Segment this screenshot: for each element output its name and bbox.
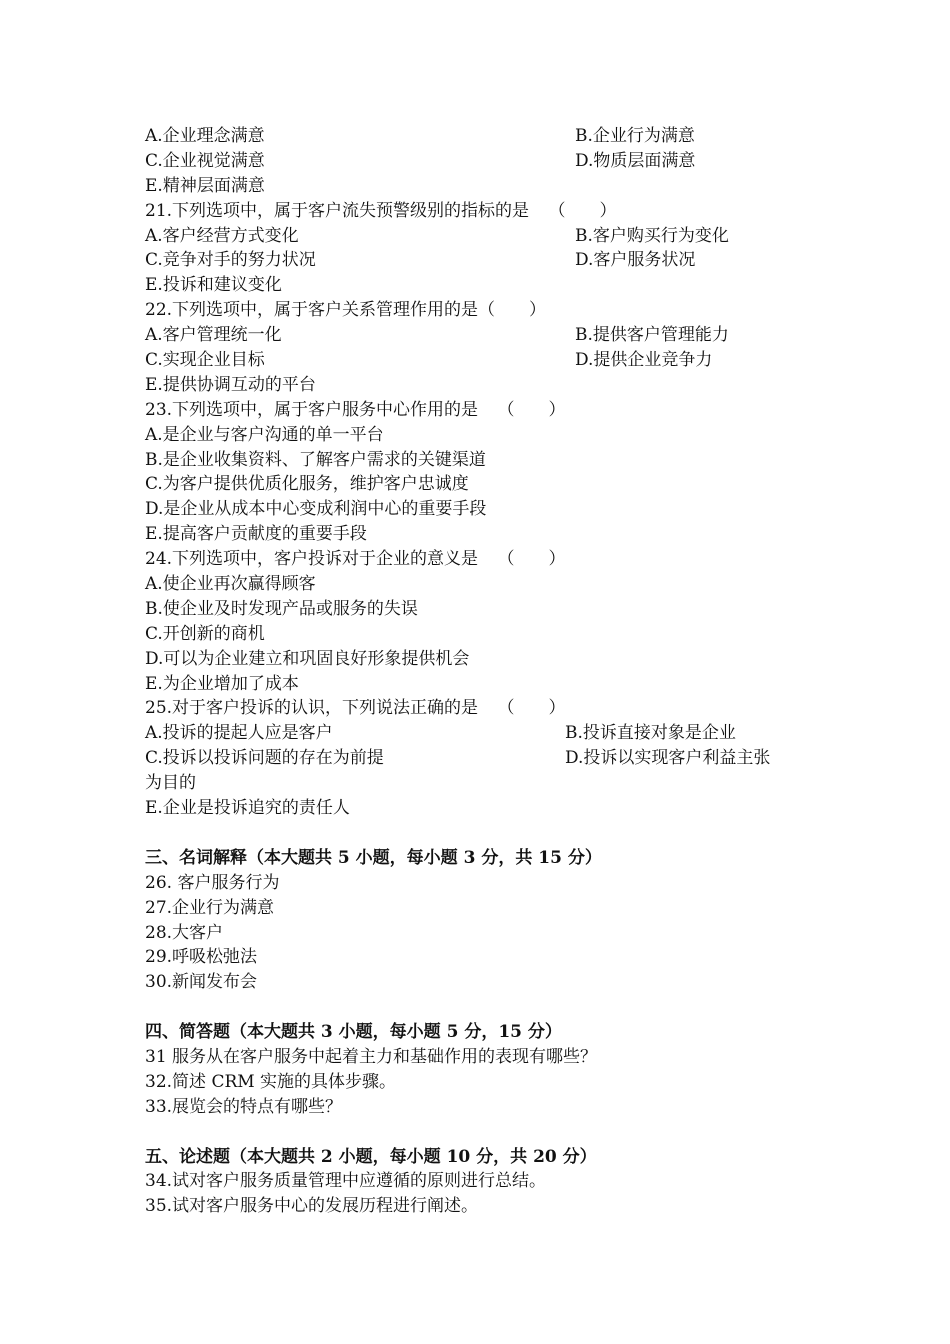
option-e: E.提供协调互动的平台 [145, 374, 316, 395]
question-25-stem [145, 696, 845, 721]
option-row [145, 124, 845, 149]
option-b: B.使企业及时发现产品或服务的失误 [145, 598, 418, 619]
list-item: 30.新闻发布会 [145, 972, 258, 993]
list-item: 26. 客户服务行为 [145, 872, 280, 893]
option-c: C.投诉以投诉问题的存在为前提 [145, 748, 384, 769]
answer-paren: （ ） [497, 549, 566, 570]
option-b: B.客户购买行为变化 [575, 225, 729, 246]
option-c: C.开创新的商机 [145, 623, 265, 644]
option-a: A.投诉的提起人应是客户 [145, 723, 333, 744]
option-c: C.实现企业目标 [145, 350, 265, 371]
option-e: E.企业是投诉追究的责任人 [145, 798, 350, 819]
list-item: 35.试对客户服务中心的发展历程进行阐述。 [145, 1196, 479, 1217]
option-d: D.提供企业竞争力 [575, 350, 713, 371]
option-d: D.客户服务状况 [575, 250, 696, 271]
list-item: 34.试对客户服务质量管理中应遵循的原则进行总结。 [145, 1171, 547, 1192]
option-row [145, 746, 845, 771]
option-row [145, 224, 845, 249]
option-c: C.为客户提供优质化服务，维护客户忠诚度 [145, 474, 469, 495]
option-a: A.是企业与客户沟通的单一平台 [145, 424, 384, 445]
list-item: 33.展览会的特点有哪些？ [145, 1096, 343, 1117]
option-row [145, 348, 845, 373]
exam-page [145, 124, 845, 1219]
option-a: A.企业理念满意 [145, 126, 265, 146]
option-c: C.竞争对手的努力状况 [145, 250, 316, 271]
option-a: A.客户管理统一化 [145, 325, 282, 346]
list-item: 28.大客户 [145, 922, 224, 943]
list-item: 29.呼吸松弛法 [145, 947, 258, 968]
question-23-stem [145, 398, 845, 423]
list-item: 31 服务从在客户服务中起着主力和基础作用的表现有哪些？ [145, 1046, 598, 1067]
option-e: E.提高客户贡献度的重要手段 [145, 524, 367, 545]
question-text: 25.对于客户投诉的认识，下列说法正确的是 [145, 698, 479, 719]
question-text: 23.下列选项中，属于客户服务中心作用的是 [145, 399, 479, 420]
option-a: A.客户经营方式变化 [145, 225, 299, 246]
section-3-heading: 三、名词解释（本大题共 5 小题，每小题 3 分，共 15 分） [145, 847, 602, 868]
option-d: D.物质层面满意 [575, 150, 696, 171]
answer-paren: （ ） [548, 200, 617, 221]
option-d-continuation: 为目的 [145, 773, 196, 794]
section-5-heading: 五、论述题（本大题共 2 小题，每小题 10 分，共 20 分） [145, 1146, 597, 1167]
option-a: A.使企业再次赢得顾客 [145, 574, 316, 595]
option-d: D.可以为企业建立和巩固良好形象提供机会 [145, 648, 470, 669]
question-24-stem [145, 547, 845, 572]
question-text: 24.下列选项中，客户投诉对于企业的意义是 [145, 549, 479, 570]
option-b: B.提供客户管理能力 [575, 325, 729, 346]
list-item: 27.企业行为满意 [145, 897, 275, 918]
answer-paren: （ ） [497, 698, 566, 719]
section-4-heading: 四、简答题（本大题共 3 小题，每小题 5 分，15 分） [145, 1022, 562, 1043]
option-c: C.企业视觉满意 [145, 150, 265, 171]
question-text: 21.下列选项中，属于客户流失预警级别的指标的是 [145, 200, 530, 221]
option-row [145, 149, 845, 174]
option-row [145, 323, 845, 348]
option-b: B.投诉直接对象是企业 [565, 723, 736, 744]
question-22-stem: 22.下列选项中，属于客户关系管理作用的是（ ） [145, 300, 547, 321]
list-item: 32.简述 CRM 实施的具体步骤。 [145, 1071, 397, 1092]
option-d: D.投诉以实现客户利益主张 [565, 748, 771, 769]
option-d: D.是企业从成本中心变成利润中心的重要手段 [145, 499, 487, 520]
option-e: E.投诉和建议变化 [145, 275, 282, 296]
option-b: B.企业行为满意 [575, 126, 695, 146]
option-e: E.精神层面满意 [145, 175, 265, 196]
option-row [145, 721, 845, 746]
option-row [145, 248, 845, 273]
question-21-stem [145, 199, 845, 224]
answer-paren: （ ） [497, 399, 566, 420]
option-e: E.为企业增加了成本 [145, 673, 299, 694]
option-b: B.是企业收集资料、了解客户需求的关键渠道 [145, 449, 486, 470]
